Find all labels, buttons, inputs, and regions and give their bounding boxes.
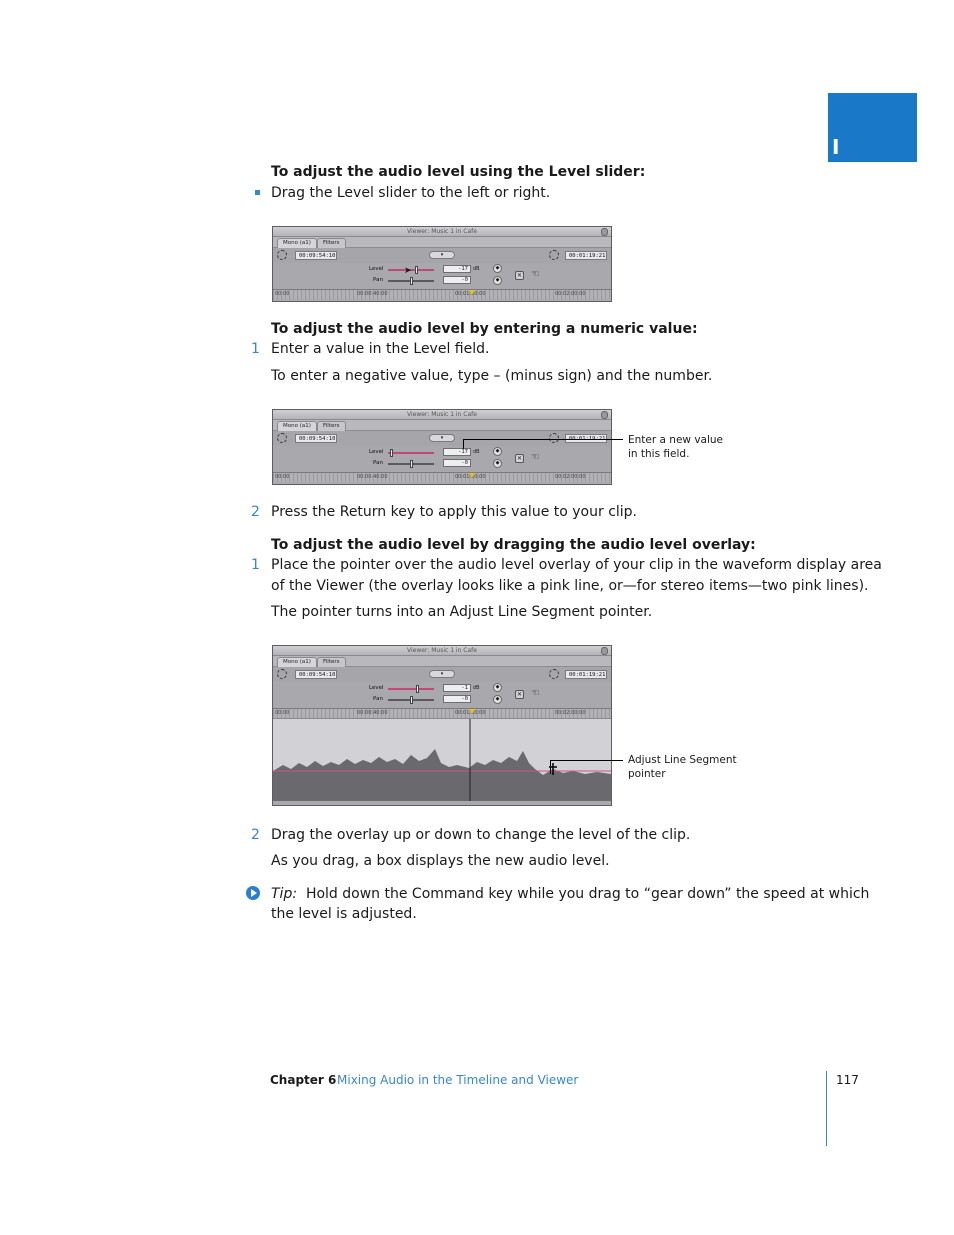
tab-filters: Filters: [317, 657, 346, 667]
section3-step2: Drag the overlay up or down to change the level of the clip.: [271, 827, 691, 843]
tip-line2: the level is adjusted.: [271, 906, 417, 922]
tip-line1: [271, 886, 869, 902]
callout-leader: [463, 439, 464, 449]
level-slider-knob: [415, 266, 418, 274]
jog-icon: [549, 669, 559, 679]
viewer-title: Viewer: Music 1 in Cafe: [407, 411, 477, 418]
keyframe-icon: ◆: [493, 683, 502, 692]
toolbar-toggle-icon: [601, 411, 608, 419]
section2-step2: Press the Return key to apply this value to your clip.: [271, 504, 638, 520]
db-unit: dB: [473, 449, 480, 455]
callout-leader: [463, 439, 623, 440]
marker-menu-icon: ▾: [429, 434, 455, 442]
jog-icon: [549, 433, 559, 443]
tip-text: Hold down the Command key while you drag to “gear down” the speed at which: [305, 886, 870, 902]
reset-icon: ✕: [516, 272, 523, 279]
reset-icon: ✕: [516, 691, 523, 698]
section1-heading: To adjust the audio level using the Level slider:: [271, 164, 646, 180]
section2-note: To enter a negative value, type – (minus sign) and the number.: [271, 368, 713, 384]
ruler-label: 00:00:40:00: [357, 291, 388, 297]
drag-hand-icon: ☜: [531, 269, 540, 280]
section1-bullet-text: Drag the Level slider to the left or right.: [271, 185, 551, 201]
jog-icon: [549, 250, 559, 260]
ruler-label: 00:00: [275, 474, 290, 480]
viewer-title: Viewer: Music 1 in Cafe: [407, 647, 477, 654]
tab-mono: Mono (a1): [277, 421, 317, 431]
ruler-label: 00:02:00:00: [555, 474, 586, 480]
section2-step1: Enter a value in the Level field.: [271, 341, 490, 357]
ruler-label: 00:01:20:00: [455, 710, 486, 716]
level-field: -1: [443, 684, 471, 692]
marker-menu-icon: ▾: [429, 251, 455, 259]
drag-hand-icon: ☜: [531, 452, 540, 463]
timecode-current: 00:01:19:21: [565, 670, 607, 679]
tab-filters: Filters: [317, 238, 346, 248]
tip-label: Tip:: [271, 886, 298, 902]
keyframe-icon: ◆: [493, 459, 502, 468]
keyframe-icon: ◆: [493, 264, 502, 273]
timeline-ruler: [273, 289, 611, 299]
db-unit: dB: [473, 685, 480, 691]
chapter-tab-letter: I: [832, 135, 840, 159]
footer-chapter-title: Mixing Audio in the Timeline and Viewer: [337, 1073, 579, 1087]
level-slider: [388, 688, 434, 690]
jog-icon: [277, 433, 287, 443]
callout-adjust-pointer: Adjust Line Segment pointer: [628, 754, 737, 780]
viewer-screenshot-level-field: [272, 409, 612, 485]
tip-arrow-icon: [246, 886, 260, 900]
timecode-current: 00:01:19:21: [565, 251, 607, 260]
level-label: Level: [369, 266, 384, 272]
level-field: -17: [443, 265, 471, 273]
level-slider: [388, 452, 434, 454]
pan-field: -0: [443, 276, 471, 284]
chapter-tab: [828, 93, 917, 162]
db-unit: dB: [473, 266, 480, 272]
timecode-duration: 00:09:54:10: [295, 434, 337, 443]
reset-icon: ✕: [516, 455, 523, 462]
step-number: 1: [251, 341, 260, 357]
step-number: 2: [251, 504, 260, 520]
playhead-icon: [469, 473, 475, 478]
callout-level-field: Enter a new value in this field.: [628, 434, 724, 460]
jog-icon: [277, 669, 287, 679]
section3-step2-note: As you drag, a box displays the new audio level.: [271, 853, 610, 869]
level-label: Level: [369, 449, 384, 455]
viewer-title: Viewer: Music 1 in Cafe: [407, 228, 477, 235]
section3-heading: To adjust the audio level by dragging the audio level overlay:: [271, 537, 756, 553]
ruler-label: 00:00: [275, 291, 290, 297]
keyframe-icon: ◆: [493, 447, 502, 456]
tab-filters: Filters: [317, 421, 346, 431]
ruler-label: 00:02:00:00: [555, 710, 586, 716]
section3-step1-line2: of the Viewer (the overlay looks like a pink line, or—for stereo items—two pink lines).: [271, 578, 869, 594]
bullet-marker: [255, 190, 260, 195]
pan-field: -0: [443, 695, 471, 703]
viewer-titlebar: [273, 227, 611, 237]
pan-field: -0: [443, 459, 471, 467]
ruler-label: 00:02:00:00: [555, 291, 586, 297]
toolbar-toggle-icon: [601, 228, 608, 236]
marker-menu-icon: ▾: [429, 670, 455, 678]
drag-hand-icon: ☜: [531, 688, 540, 699]
section3-note: The pointer turns into an Adjust Line Segment pointer.: [271, 604, 653, 620]
viewer-screenshot-level-slider: [272, 226, 612, 302]
keyframe-icon: ◆: [493, 276, 502, 285]
section2-heading: To adjust the audio level by entering a numeric value:: [271, 321, 698, 337]
ruler-label: 00:01:20:00: [455, 474, 486, 480]
footer-chapter: Chapter 6: [270, 1073, 337, 1087]
pan-slider-knob: [410, 277, 413, 285]
timecode-duration: 00:09:54:10: [295, 670, 337, 679]
jog-icon: [277, 250, 287, 260]
callout-leader: [550, 760, 623, 761]
ruler-label: 00:00:40:00: [357, 474, 388, 480]
tab-mono: Mono (a1): [277, 238, 317, 248]
timeline-ruler: [273, 472, 611, 482]
ruler-label: 00:01:20:00: [455, 291, 486, 297]
toolbar-toggle-icon: [601, 647, 608, 655]
ruler-label: 00:00: [275, 710, 290, 716]
level-label: Level: [369, 685, 384, 691]
ruler-label: 00:00:40:00: [357, 710, 388, 716]
page-number: 117: [836, 1073, 859, 1087]
waveform-shape: [273, 749, 611, 801]
footer-divider: [826, 1071, 827, 1146]
pan-label: Pan: [373, 460, 383, 466]
timeline-ruler: [273, 708, 611, 718]
pan-label: Pan: [373, 277, 383, 283]
pan-slider-knob: [410, 460, 413, 468]
pan-label: Pan: [373, 696, 383, 702]
step-number: 1: [251, 557, 260, 573]
tab-mono: Mono (a1): [277, 657, 317, 667]
timecode-duration: 00:09:54:10: [295, 251, 337, 260]
level-slider-knob: [416, 685, 419, 693]
viewer-screenshot-waveform: [272, 645, 612, 806]
playhead-icon: [469, 290, 475, 295]
keyframe-icon: ◆: [493, 695, 502, 704]
pan-slider-knob: [410, 696, 413, 704]
level-slider-knob: [390, 449, 393, 457]
pointer-arrow-icon: ➤: [404, 266, 412, 276]
callout-leader: [550, 760, 551, 774]
step-number: 2: [251, 827, 260, 843]
section3-step1-line1: Place the pointer over the audio level overlay of your clip in the waveform display area: [271, 557, 882, 573]
level-field: -17: [443, 448, 471, 456]
playhead-icon: [469, 709, 475, 714]
